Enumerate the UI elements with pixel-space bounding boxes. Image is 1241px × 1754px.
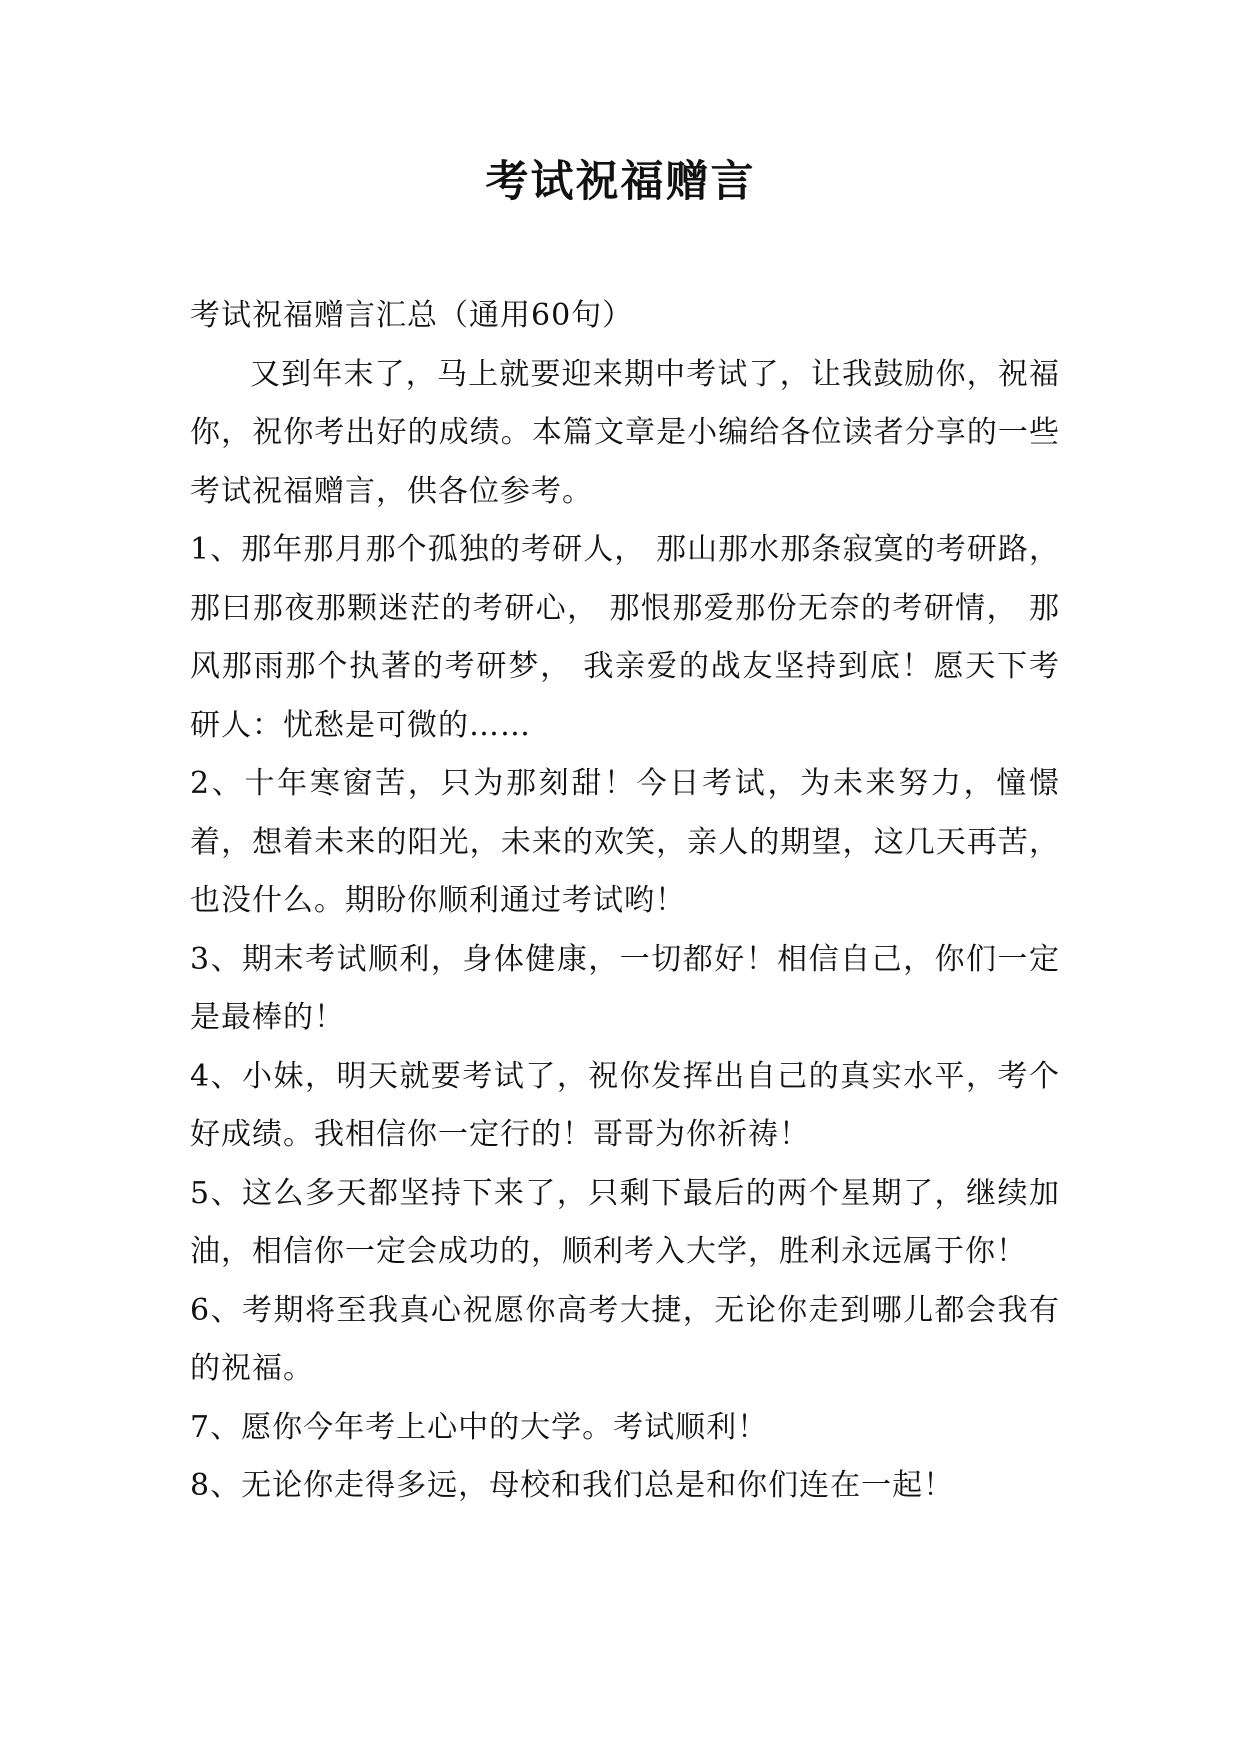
- list-item-2: 2、十年寒窗苦，只为那刻甜！今日考试，为未来努力，憧憬着，想着未来的阳光，未来的欢笑，亲人的期望，这几天再苦，也没什么。期盼你顺利通过考试哟！: [190, 766, 1060, 918]
- list-item-4: 4、小妹，明天就要考试了，祝你发挥出自己的真实水平，考个好成绩。我相信你一定行的！哥哥为你祈祷！: [190, 1058, 1060, 1152]
- document-body: [190, 287, 1060, 1516]
- list-item-5: 5、这么多天都坚持下来了，只剩下最后的两个星期了，继续加油，相信你一定会成功的，顺利考入大学，胜利永远属于你！: [190, 1175, 1060, 1269]
- list-item-1: 1、那年那月那个孤独的考研人， 那山那水那条寂寞的考研路， 那曰那夜那颗迷茫的考研心， 那恨那爱那份无奈的考研情， 那风那雨那个执著的考研梦， 我亲爱的战友坚持到底！愿天下考研人：忧愁是可微的……: [190, 532, 1060, 743]
- document-subtitle: 考试祝福赠言汇总（通用60句）: [190, 298, 634, 333]
- list-item-6: 6、考期将至我真心祝愿你高考大捷，无论你走到哪儿都会我有的祝福。: [190, 1292, 1060, 1386]
- list-item-3: 3、期末考试顺利，身体健康，一切都好！相信自己，你们一定是最棒的！: [190, 941, 1060, 1035]
- intro-paragraph: 又到年末了，马上就要迎来期中考试了，让我鼓励你，祝福你，祝你考出好的成绩。本篇文章是小编给各位读者分享的一些考试祝福赠言，供各位参考。: [190, 356, 1060, 509]
- document-title: 考试祝福赠言: [485, 157, 756, 207]
- list-item-7: 7、愿你今年考上心中的大学。考试顺利！: [190, 1409, 769, 1445]
- list-item-8: 8、无论你走得多远，母校和我们总是和你们连在一起！: [190, 1468, 955, 1503]
